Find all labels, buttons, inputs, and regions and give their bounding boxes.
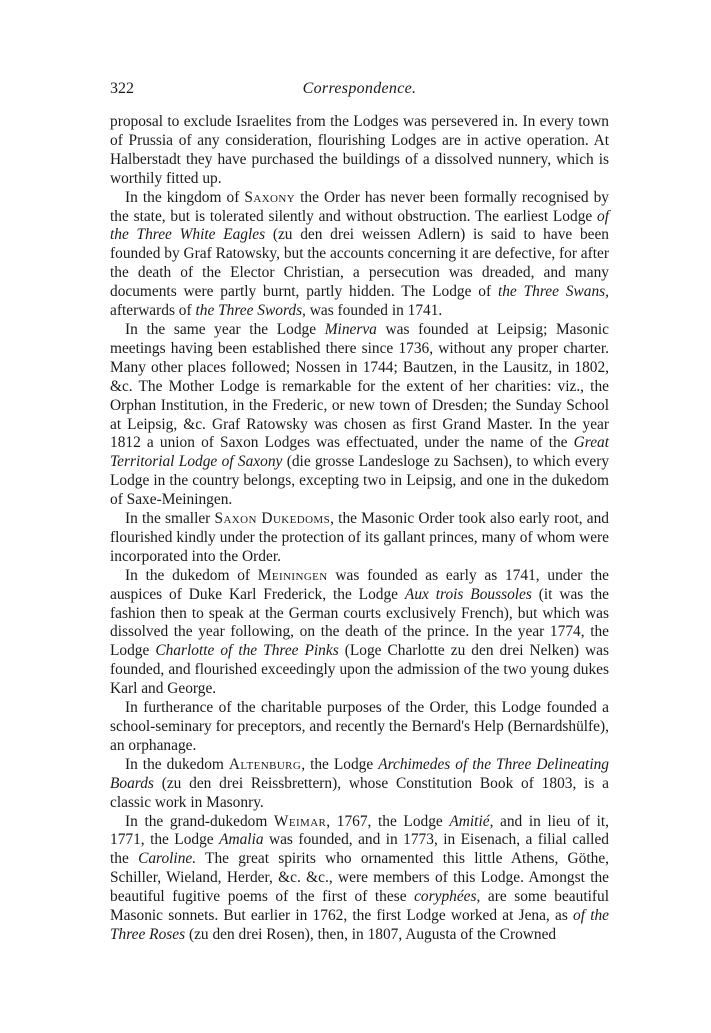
text-run: In the same year the Lodge	[125, 320, 325, 338]
text-run: In the grand-dukedom	[125, 812, 274, 830]
text-run: In the dukedom of	[125, 566, 258, 584]
text-run: proposal to exclude Israelites from the Lodges was persevered in. In every town of Prussia of any consideration, flourishing Lodges are in active operation. At Halberstadt they have purchased the buildings of a dissolved nunnery, which is worthily fitted up.	[110, 113, 609, 187]
body-text	[110, 113, 609, 945]
small-caps-text: Meiningen	[257, 566, 328, 584]
italic-text: Minerva	[324, 320, 377, 338]
text-run: (Loge Charlotte zu den drei Nelken) was founded, and flourished exceedingly upon the admission of the two young dukes Karl and George.	[110, 642, 609, 698]
text-run: (zu den drei weissen Adlern) is said to have been founded by Graf Ratowsky, but the accounts concerning it are defective, for after the death of the Elector Christian, a persecution was dreaded, and many documents were partly burnt, partly hidden. The Lodge of	[110, 226, 610, 301]
paragraph	[110, 756, 609, 813]
small-caps-text: Altenburg	[228, 755, 302, 773]
text-run: In the smaller	[125, 510, 215, 528]
running-title: Correspondence.	[302, 80, 417, 97]
italic-text: Archimedes of the Three Delineating Boards	[110, 755, 609, 792]
italic-text: Great Territorial Lodge of Saxony	[110, 434, 609, 471]
text-run: (die grosse Landesloge zu Sachsen), to which every Lodge in the country belongs, excepting two in Leipsig, and one in the dukedom of Saxe-Meiningen.	[110, 453, 610, 509]
page-number: 322	[110, 80, 134, 97]
paragraph	[110, 510, 609, 567]
italic-text: Amalia	[219, 831, 264, 849]
text-run: was founded as early as 1741, under the auspices of Duke Karl Frederick, the Lodge	[110, 566, 609, 603]
text-run: In furtherance of the charitable purposes of the Order, this Lodge founded a school-seminary for preceptors, and recently the Bernard's Help (Bernardshülfe), an orphanage.	[110, 699, 609, 754]
book-page	[110, 80, 609, 945]
text-run: was founded in 1741.	[305, 302, 443, 320]
italic-text: the Three Swans,	[497, 283, 609, 301]
text-run: In the dukedom	[125, 755, 229, 773]
small-caps-text: Weimar	[273, 812, 327, 830]
text-run: The great spirits who ornamented this little Athens, Göthe, Schiller, Wieland, Herder, &c. &c., were members of this Lodge. Amongst the beautiful fugitive poems of the first of these	[110, 850, 610, 906]
italic-text: the Three Swords,	[195, 302, 306, 320]
text-run: , the Lodge	[301, 755, 379, 773]
text-run: (zu den drei Rosen), then, in 1807, Augusta of the Crowned	[185, 925, 557, 943]
page-header	[110, 80, 609, 106]
paragraph	[110, 813, 609, 945]
text-run: (it was the fashion then to speak at the German courts exclusively French), but which was dissolved the year following, on the death of the prince. In the year 1774, the Lodge	[110, 585, 610, 660]
italic-text: Aux trois Boussoles	[404, 585, 532, 603]
italic-text: Charlotte of the Three Pinks	[155, 642, 339, 660]
italic-text: of the Three Roses	[110, 907, 609, 943]
text-run: In the kingdom of	[125, 188, 245, 206]
italic-text: coryphées	[414, 888, 477, 906]
text-run: afterwards of	[110, 302, 196, 320]
italic-text: Caroline.	[138, 850, 197, 868]
italic-text: Amitié	[449, 812, 490, 830]
paragraph	[110, 321, 609, 510]
text-run: (zu den drei Reissbrettern), whose Constitution Book of 1803, is a classic work in Masonry.	[110, 774, 609, 811]
text-run: , the Masonic Order took also early root, and flourished kindly under the protection of its gallant princes, many of whom were incorporated into the Order.	[110, 510, 609, 565]
text-run: the Order has never been formally recognised by the state, but is tolerated silently and without obstruction. The earliest Lodge	[110, 188, 609, 225]
small-caps-text: Saxony	[244, 188, 296, 206]
italic-text: of the Three White Eagles	[110, 207, 609, 244]
text-run: was founded at Leipsig; Masonic meetings having been established there since 1736, without any proper charter. Many other places followed; Nossen in 1744; Bautzen, in the Lausitz, in 1802, &c. The Mother Lodge is remarkable for the extent of her charities: viz., the Orphan Institution, in the Frederic, or new town of Dresden; the Sunday School at Leipsig, &c. Graf Ratowsky was chosen as first Grand Master. In the year 1812 a union of Saxon Lodges was effectuated, under the name of the	[110, 320, 609, 452]
paragraph	[110, 699, 609, 756]
text-run: , and in lieu of it, 1771, the Lodge	[110, 812, 609, 849]
text-run: was founded, and in 1773, in Eisenach, a filial called the	[110, 831, 609, 868]
text-run: , are some beautiful Masonic sonnets. But earlier in 1762, the first Lodge worked at Jena, as	[110, 888, 609, 925]
small-caps-text: Saxon Dukedoms	[214, 510, 331, 528]
paragraph	[110, 189, 609, 321]
paragraph	[110, 567, 609, 699]
paragraph	[110, 113, 609, 189]
text-run: , 1767, the Lodge	[326, 812, 450, 830]
